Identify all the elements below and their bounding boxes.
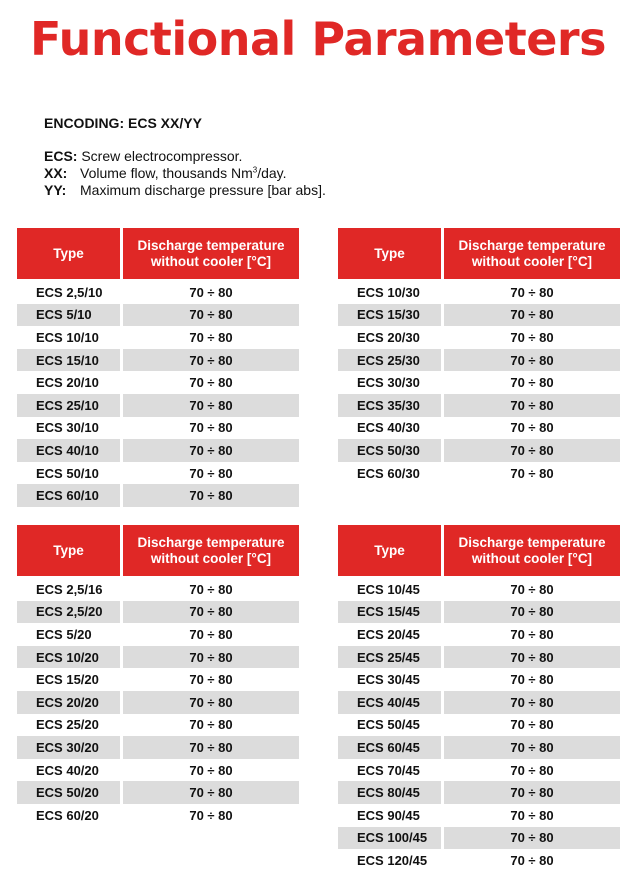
cell-type: ECS 15/45	[338, 601, 441, 624]
parameters-table	[17, 228, 299, 507]
table-row	[17, 714, 299, 737]
cell-type: ECS 35/30	[338, 394, 441, 417]
table-row	[17, 326, 299, 349]
cell-temperature: 70 ÷ 80	[444, 691, 620, 714]
cell-temperature: 70 ÷ 80	[189, 465, 233, 481]
table-row	[17, 281, 299, 304]
cell-temperature: 70 ÷ 80	[189, 717, 233, 733]
legend-row-yy	[44, 182, 326, 199]
cell-temperature: 70 ÷ 80	[444, 646, 620, 669]
table-row	[338, 439, 620, 462]
table-row	[17, 691, 299, 714]
cell-type: ECS 20/30	[357, 329, 420, 345]
cell-type: ECS 5/10	[17, 304, 120, 327]
cell-temperature: 70 ÷ 80	[510, 717, 554, 733]
table-row	[338, 371, 620, 394]
header-temperature-line1: Discharge temperature	[458, 534, 606, 550]
legend-key: YY:	[44, 182, 67, 198]
legend-text: Screw electrocompressor.	[77, 148, 243, 164]
cell-temperature: 70 ÷ 80	[510, 807, 554, 823]
cell-type: ECS 60/20	[36, 807, 99, 823]
table-row	[17, 804, 299, 827]
header-temperature-line2: without cooler [°C]	[471, 550, 593, 566]
table-row	[338, 827, 620, 850]
cell-temperature: 70 ÷ 80	[510, 284, 554, 300]
header-temperature	[444, 228, 620, 279]
header-temperature-line2: without cooler [°C]	[150, 253, 272, 269]
encoding-label: ENCODING: ECS XX/YY	[44, 115, 202, 131]
header-temperature-line2: without cooler [°C]	[471, 253, 593, 269]
table-row	[17, 371, 299, 394]
cell-temperature: 70 ÷ 80	[444, 601, 620, 624]
table-row	[338, 304, 620, 327]
table-row	[338, 623, 620, 646]
table-row	[17, 304, 299, 327]
cell-type: ECS 60/45	[338, 736, 441, 759]
cell-temperature: 70 ÷ 80	[123, 394, 299, 417]
header-type: Type	[17, 525, 120, 576]
cell-type: ECS 10/30	[357, 284, 420, 300]
parameters-table	[17, 525, 299, 827]
cell-type: ECS 30/10	[36, 420, 99, 436]
cell-temperature: 70 ÷ 80	[189, 807, 233, 823]
table-row	[17, 736, 299, 759]
cell-type: ECS 100/45	[338, 827, 441, 850]
table-row	[338, 417, 620, 440]
cell-temperature: 70 ÷ 80	[123, 304, 299, 327]
cell-type: ECS 20/10	[36, 375, 99, 391]
cell-temperature: 70 ÷ 80	[510, 672, 554, 688]
cell-temperature: 70 ÷ 80	[189, 420, 233, 436]
cell-type: ECS 60/30	[357, 465, 420, 481]
cell-temperature: 70 ÷ 80	[189, 375, 233, 391]
cell-type: ECS 25/45	[338, 646, 441, 669]
cell-temperature: 70 ÷ 80	[510, 375, 554, 391]
cell-temperature: 70 ÷ 80	[444, 827, 620, 850]
parameters-table	[338, 228, 620, 484]
header-type: Type	[338, 228, 441, 279]
header-temperature-line1: Discharge temperature	[137, 534, 285, 550]
table-body	[17, 578, 299, 827]
legend-text: Volume flow, thousands Nm	[80, 165, 253, 181]
table-header	[338, 228, 620, 279]
table-row	[17, 668, 299, 691]
table-row	[17, 601, 299, 624]
table-header	[17, 525, 299, 576]
cell-temperature: 70 ÷ 80	[189, 329, 233, 345]
cell-type: ECS 20/45	[357, 626, 420, 642]
legend-superscript: 3	[252, 165, 258, 175]
cell-temperature: 70 ÷ 80	[510, 420, 554, 436]
cell-type: ECS 40/10	[17, 439, 120, 462]
table-row	[338, 326, 620, 349]
cell-temperature: 70 ÷ 80	[510, 762, 554, 778]
cell-temperature: 70 ÷ 80	[444, 304, 620, 327]
table-row	[338, 462, 620, 485]
table-row	[338, 601, 620, 624]
table-row	[338, 646, 620, 669]
table-row	[338, 849, 620, 872]
cell-type: ECS 25/30	[338, 349, 441, 372]
legend-text: Maximum discharge pressure [bar abs].	[80, 182, 326, 198]
cell-type: ECS 25/20	[36, 717, 99, 733]
table-row	[17, 462, 299, 485]
header-type: Type	[17, 228, 120, 279]
cell-type: ECS 40/30	[357, 420, 420, 436]
legend-key: XX:	[44, 165, 68, 181]
cell-type: ECS 15/30	[338, 304, 441, 327]
legend-row-xx	[44, 165, 326, 182]
cell-temperature: 70 ÷ 80	[189, 672, 233, 688]
header-temperature	[123, 228, 299, 279]
table-row	[338, 394, 620, 417]
table-row	[17, 781, 299, 804]
cell-type: ECS 40/45	[338, 691, 441, 714]
table-row	[17, 623, 299, 646]
cell-temperature: 70 ÷ 80	[444, 781, 620, 804]
cell-type: ECS 10/10	[36, 329, 99, 345]
cell-temperature: 70 ÷ 80	[123, 736, 299, 759]
table-row	[17, 578, 299, 601]
cell-type: ECS 2,5/16	[36, 581, 103, 597]
table-row	[338, 714, 620, 737]
cell-type: ECS 70/45	[357, 762, 420, 778]
cell-type: ECS 5/20	[36, 626, 92, 642]
legend-row-ecs	[44, 148, 326, 165]
table-row	[338, 759, 620, 782]
table-row	[17, 394, 299, 417]
cell-temperature: 70 ÷ 80	[444, 394, 620, 417]
header-temperature	[444, 525, 620, 576]
cell-type: ECS 80/45	[338, 781, 441, 804]
table-row	[17, 484, 299, 507]
cell-temperature: 70 ÷ 80	[510, 581, 554, 597]
cell-temperature: 70 ÷ 80	[189, 581, 233, 597]
cell-type: ECS 10/20	[17, 646, 120, 669]
table-body	[17, 281, 299, 507]
cell-temperature: 70 ÷ 80	[123, 349, 299, 372]
header-type: Type	[338, 525, 441, 576]
header-temperature	[123, 525, 299, 576]
table-row	[338, 736, 620, 759]
cell-type: ECS 25/10	[17, 394, 120, 417]
cell-temperature: 70 ÷ 80	[444, 349, 620, 372]
cell-temperature: 70 ÷ 80	[123, 691, 299, 714]
cell-type: ECS 90/45	[357, 807, 420, 823]
cell-temperature: 70 ÷ 80	[510, 465, 554, 481]
table-body	[338, 578, 620, 872]
cell-temperature: 70 ÷ 80	[123, 484, 299, 507]
cell-temperature: 70 ÷ 80	[510, 852, 554, 868]
cell-temperature: 70 ÷ 80	[189, 762, 233, 778]
cell-temperature: 70 ÷ 80	[444, 736, 620, 759]
legend-key: ECS:	[44, 148, 78, 164]
cell-temperature: 70 ÷ 80	[123, 646, 299, 669]
cell-temperature: 70 ÷ 80	[444, 439, 620, 462]
cell-type: ECS 50/10	[36, 465, 99, 481]
parameters-table	[338, 525, 620, 872]
table-row	[338, 578, 620, 601]
cell-type: ECS 50/45	[357, 717, 420, 733]
cell-temperature: 70 ÷ 80	[123, 601, 299, 624]
table-row	[17, 349, 299, 372]
table-row	[17, 646, 299, 669]
cell-temperature: 70 ÷ 80	[123, 781, 299, 804]
cell-type: ECS 30/20	[17, 736, 120, 759]
cell-type: ECS 15/20	[36, 672, 99, 688]
cell-type: ECS 50/20	[17, 781, 120, 804]
cell-temperature: 70 ÷ 80	[189, 626, 233, 642]
cell-type: ECS 40/20	[36, 762, 99, 778]
table-header	[338, 525, 620, 576]
cell-type: ECS 120/45	[357, 852, 428, 868]
cell-type: ECS 30/30	[357, 375, 420, 391]
table-row	[338, 668, 620, 691]
table-row	[17, 439, 299, 462]
table-row	[17, 417, 299, 440]
cell-type: ECS 60/10	[17, 484, 120, 507]
cell-type: ECS 20/20	[17, 691, 120, 714]
cell-type: ECS 2,5/10	[36, 284, 103, 300]
table-row	[338, 781, 620, 804]
cell-temperature: 70 ÷ 80	[189, 284, 233, 300]
header-temperature-line1: Discharge temperature	[458, 237, 606, 253]
cell-type: ECS 15/10	[17, 349, 120, 372]
header-temperature-line2: without cooler [°C]	[150, 550, 272, 566]
table-row	[338, 804, 620, 827]
table-row	[338, 349, 620, 372]
cell-temperature: 70 ÷ 80	[123, 439, 299, 462]
table-body	[338, 281, 620, 484]
table-row	[338, 281, 620, 304]
table-row	[338, 691, 620, 714]
cell-type: ECS 30/45	[357, 672, 420, 688]
header-temperature-line1: Discharge temperature	[137, 237, 285, 253]
cell-temperature: 70 ÷ 80	[510, 329, 554, 345]
table-header	[17, 228, 299, 279]
page-title: Functional Parameters	[30, 12, 606, 66]
cell-type: ECS 2,5/20	[17, 601, 120, 624]
cell-temperature: 70 ÷ 80	[510, 626, 554, 642]
table-row	[17, 759, 299, 782]
encoding-legend	[44, 148, 326, 199]
legend-text-after: /day.	[257, 165, 287, 181]
cell-type: ECS 50/30	[338, 439, 441, 462]
cell-type: ECS 10/45	[357, 581, 420, 597]
